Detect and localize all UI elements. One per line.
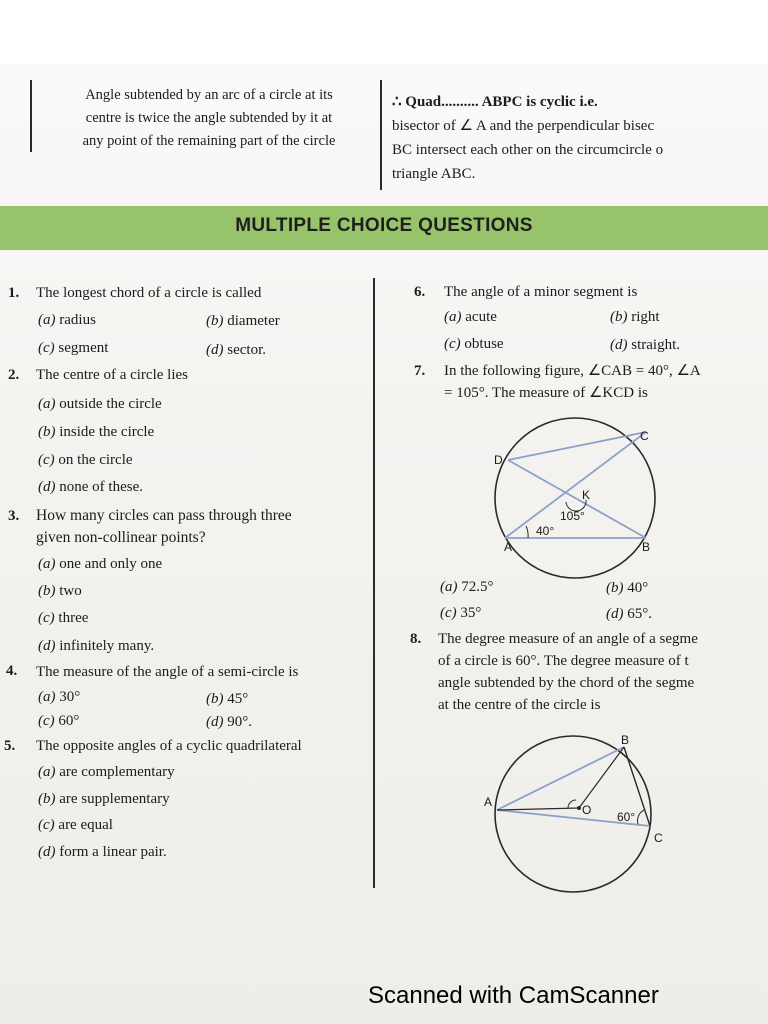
option-text: two — [59, 583, 82, 599]
section-title: MULTIPLE CHOICE QUESTIONS — [235, 215, 533, 236]
option-text: segment — [58, 340, 109, 356]
option-a — [38, 393, 162, 415]
option-letter: (d) — [610, 337, 628, 353]
top-left-note — [44, 84, 374, 153]
option-letter: (b) — [206, 691, 224, 707]
option-text: are complementary — [59, 764, 175, 780]
option-c — [440, 602, 481, 624]
option-b — [206, 310, 280, 332]
option-d — [606, 603, 652, 625]
question-text: The measure of the angle of a semi-circle is — [36, 664, 299, 680]
option-d — [38, 841, 167, 863]
option-b — [206, 688, 248, 710]
option-text: right — [631, 309, 660, 325]
note-line: Angle subtended by an arc of a circle at its — [85, 87, 333, 103]
option-a — [444, 306, 497, 328]
question-text: of a circle is 60°. The degree measure of t — [438, 653, 689, 669]
option-text: 45° — [227, 691, 249, 707]
option-letter: (d) — [38, 479, 56, 495]
question-text: The centre of a circle lies — [36, 367, 188, 383]
chord-db — [508, 460, 646, 538]
option-text: form a linear pair. — [59, 844, 167, 860]
option-letter: (b) — [610, 309, 628, 325]
option-text: acute — [465, 309, 497, 325]
label-angle-a: 40° — [536, 524, 555, 538]
label-a: A — [484, 795, 493, 809]
option-text: are equal — [58, 817, 113, 833]
question-number: 7. — [414, 363, 426, 379]
option-c — [38, 814, 113, 836]
left-box-border — [30, 80, 32, 152]
radius-ob — [579, 747, 624, 808]
option-d — [38, 476, 143, 498]
chord-dc — [508, 432, 646, 460]
question-number: 8. — [410, 631, 422, 647]
option-a — [38, 553, 162, 575]
option-letter: (c) — [38, 713, 55, 729]
option-b — [606, 577, 648, 599]
option-letter: (d) — [606, 606, 624, 622]
option-text: three — [58, 610, 89, 626]
label-o: O — [582, 803, 592, 817]
option-d — [610, 334, 680, 356]
option-letter: (b) — [38, 583, 56, 599]
question-text: The angle of a minor segment is — [444, 284, 638, 300]
top-right-note — [392, 90, 768, 186]
question-text: given non-collinear points? — [36, 529, 206, 546]
option-text: 72.5° — [461, 579, 494, 595]
option-d — [206, 339, 266, 361]
question-text: The longest chord of a circle is called — [36, 285, 262, 301]
option-text: one and only one — [59, 556, 163, 572]
option-a — [38, 761, 175, 783]
option-letter: (a) — [444, 309, 462, 325]
column-divider — [373, 278, 375, 888]
option-letter: (a) — [38, 764, 56, 780]
option-letter: (a) — [440, 579, 458, 595]
option-letter: (b) — [606, 580, 624, 596]
question-number: 3. — [8, 508, 20, 524]
option-c — [38, 449, 133, 471]
note-line: bisector of ∠ A and the perpendicular bisec — [392, 118, 655, 134]
chord-ab — [497, 747, 624, 810]
option-text: outside the circle — [59, 396, 162, 412]
label-b: B — [642, 540, 651, 554]
option-text: obtuse — [464, 336, 504, 352]
angle-arc-o — [568, 800, 576, 808]
top-margin — [0, 0, 768, 64]
label-k: K — [582, 488, 591, 502]
question-number: 6. — [414, 284, 426, 300]
option-letter: (d) — [38, 638, 56, 654]
option-text: radius — [59, 312, 96, 328]
option-text: 60° — [58, 713, 80, 729]
option-b — [38, 788, 170, 810]
question-text: The degree measure of an angle of a segme — [438, 631, 698, 647]
option-text: 40° — [627, 580, 649, 596]
question-text: angle subtended by the chord of the segme — [438, 675, 695, 691]
note-line: BC intersect each other on the circumcircle o — [392, 142, 664, 158]
figure-cyclic-quadrilateral — [488, 410, 678, 585]
scanner-watermark: Scanned with CamScanner — [368, 982, 659, 1009]
question-text: The opposite angles of a cyclic quadrilateral — [36, 738, 302, 754]
option-c — [38, 337, 108, 359]
option-text: infinitely many. — [59, 638, 155, 654]
option-text: 30° — [59, 689, 81, 705]
option-c — [38, 710, 79, 732]
option-letter: (c) — [38, 610, 55, 626]
question-text: In the following figure, ∠CAB = 40°, ∠A — [444, 363, 701, 379]
option-text: none of these. — [59, 479, 143, 495]
option-letter: (c) — [38, 340, 55, 356]
option-letter: (a) — [38, 689, 56, 705]
option-text: diameter — [227, 313, 280, 329]
option-letter: (c) — [38, 452, 55, 468]
option-b — [610, 306, 660, 328]
figure-circle-segment — [476, 730, 676, 900]
label-b: B — [621, 733, 630, 747]
label-d: D — [494, 453, 503, 467]
option-letter: (a) — [38, 556, 56, 572]
option-text: 35° — [460, 605, 482, 621]
option-letter: (c) — [440, 605, 457, 621]
question-number: 1. — [8, 285, 20, 301]
option-text: on the circle — [58, 452, 133, 468]
option-text: inside the circle — [59, 424, 155, 440]
label-angle-c: 60° — [617, 810, 636, 824]
option-letter: (d) — [206, 714, 224, 730]
option-a — [38, 686, 80, 708]
option-letter: (a) — [38, 312, 56, 328]
option-letter: (d) — [38, 844, 56, 860]
label-angle-k: 105° — [560, 509, 585, 523]
question-number: 2. — [8, 367, 20, 383]
option-letter: (b) — [38, 791, 56, 807]
option-b — [38, 580, 82, 602]
question-text: at the centre of the circle is — [438, 697, 601, 713]
radius-oa — [497, 808, 579, 810]
option-text: 65°. — [627, 606, 652, 622]
option-letter: (a) — [38, 396, 56, 412]
note-line: centre is twice the angle subtended by it at — [85, 110, 333, 126]
option-c — [38, 607, 88, 629]
question-text: How many circles can pass through three — [36, 507, 292, 524]
option-c — [444, 333, 504, 355]
option-text: straight. — [631, 337, 680, 353]
option-letter: (b) — [38, 424, 56, 440]
label-a: A — [504, 540, 513, 554]
option-text: are supplementary — [59, 791, 170, 807]
option-b — [38, 421, 154, 443]
top-divider — [380, 80, 382, 190]
option-a — [38, 309, 96, 331]
label-c: C — [640, 429, 649, 443]
angle-arc-c — [638, 810, 644, 824]
option-d — [206, 711, 252, 733]
option-letter: (c) — [38, 817, 55, 833]
label-c: C — [654, 831, 663, 845]
note-line: triangle ABC. — [392, 166, 476, 182]
option-letter: (d) — [206, 342, 224, 358]
question-number: 4. — [6, 663, 18, 679]
option-text: 90°. — [227, 714, 252, 730]
option-a — [440, 576, 494, 598]
option-text: sector. — [227, 342, 266, 358]
question-number: 5. — [4, 738, 16, 754]
question-text: = 105°. The measure of ∠KCD is — [444, 385, 648, 401]
centre-point — [577, 806, 581, 810]
option-d — [38, 635, 154, 657]
option-letter: (b) — [206, 313, 224, 329]
option-letter: (c) — [444, 336, 461, 352]
note-line: any point of the remaining part of the circle — [82, 133, 336, 149]
note-line: ∴ Quad.......... ABPC is cyclic i.e. — [392, 94, 598, 110]
angle-arc-a — [526, 526, 528, 538]
